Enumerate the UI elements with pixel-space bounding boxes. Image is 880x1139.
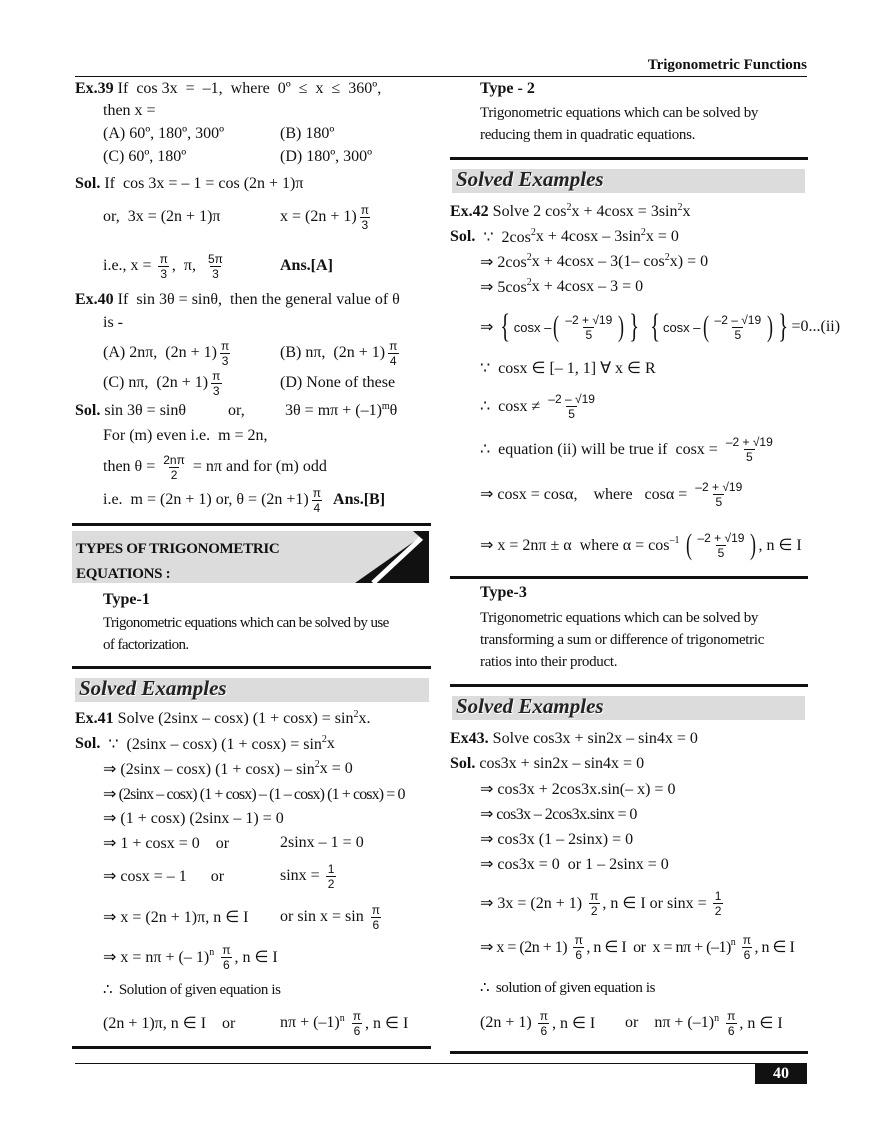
ex40-step	[103, 424, 268, 448]
math-text: x + 4cosx – 3sin	[535, 228, 641, 245]
ex43-answer	[625, 1008, 783, 1038]
ex42-step: ⇒ { cosx – ( $\frac{-2 + √19}{5}$ ) } { cosx – ( $\frac{-2 - √19}{5}$ ) } =0...(ii)	[480, 308, 841, 345]
math-text: ⇒ (1 + cosx) (2sinx – 1) = 0	[103, 810, 284, 827]
math-text: ⇒ cos3x = 0 or 1 – 2sinx = 0	[480, 856, 669, 873]
math-text: , n ∈ I or sinx =	[602, 895, 711, 912]
section-rule	[72, 523, 431, 526]
ex43-step	[480, 852, 669, 876]
fraction-denominator: 3	[212, 383, 220, 398]
math-text	[719, 1014, 723, 1032]
fraction	[741, 933, 753, 962]
fraction-numerator: π	[590, 888, 599, 903]
fraction-numerator: –2 – √19	[548, 391, 595, 406]
math-text: (D) None of these	[280, 374, 396, 391]
math-text: ⇒ (2sinx – cosx) (1 + cosx) – sin	[103, 761, 315, 778]
fraction	[573, 933, 585, 962]
ex39-option-b	[280, 122, 334, 146]
fraction	[326, 862, 337, 891]
fraction-numerator: –2 + √19	[697, 530, 745, 545]
superscript: n	[339, 1012, 345, 1024]
math-text: or sin x = sin	[280, 908, 368, 925]
section-rule	[450, 576, 808, 579]
ex40-option-d	[280, 371, 395, 395]
ex43-step	[480, 975, 655, 999]
math-text: or, 3x = (2n + 1)π	[103, 208, 221, 225]
fraction-numerator: π	[360, 202, 369, 217]
example-label: Ex.41	[75, 710, 114, 727]
superscript: 2	[664, 251, 670, 263]
math-text: i.e. m = (2n + 1) or, θ = (2n +1)	[103, 491, 309, 508]
type3-text: Trigonometric equations which can be solved by	[480, 609, 759, 626]
fraction	[158, 252, 170, 281]
math-text: x	[326, 735, 335, 752]
math-text: , n ∈ I	[754, 939, 795, 956]
ex39-step	[280, 202, 373, 232]
math-text: x + 4cosx – 3 = 0	[531, 278, 644, 295]
math-text: x	[682, 203, 691, 220]
fraction	[546, 392, 597, 421]
ex41-step	[103, 831, 229, 855]
fraction-denominator: 5	[585, 327, 593, 342]
type2-text: Trigonometric equations which can be solved by	[480, 104, 759, 121]
fraction-numerator: π	[574, 932, 583, 947]
fraction-denominator: 2	[170, 467, 178, 482]
ex39-question-cont	[103, 99, 156, 123]
math-text: (A) 60º, 180º, 300º	[103, 125, 225, 142]
math-text: ⇒ x = (2n + 1)π, n ∈ I	[103, 909, 249, 926]
math-text: ⇒ cos3x – 2cos3x.sinx = 0	[480, 806, 637, 823]
ex43-step	[480, 777, 675, 801]
ex41-step	[103, 864, 224, 888]
math-text: ∴ solution of given equation is	[480, 979, 656, 996]
ex42-solution	[450, 225, 679, 249]
math-text: (B) 180º	[280, 125, 335, 142]
math-text: ⇒ (2sinx – cosx) (1 + cosx) – (1 – cosx) (1 + cosx) = 0	[103, 786, 405, 803]
math-text: x = 0	[645, 228, 679, 245]
math-text: ⇒ cos3x + 2cos3x.sin(– x) = 0	[480, 781, 676, 798]
fraction	[206, 252, 225, 281]
math-text	[680, 536, 684, 554]
math-text: If cos 3x = – 1 = cos (2n + 1)π	[100, 175, 304, 192]
example-label: Ex.39	[75, 80, 114, 97]
math-text: ∴ equation (ii) will be true if cosx =	[480, 441, 722, 458]
ex40-solution	[285, 399, 397, 423]
ex41-step	[103, 782, 405, 806]
math-text: = nπ and for (m) odd	[188, 458, 327, 475]
example-label: Sol.	[450, 228, 476, 245]
ex42-step	[480, 434, 777, 464]
fraction-numerator: 1	[714, 888, 722, 903]
fraction-denominator: 5	[734, 327, 742, 342]
math-text: is -	[103, 314, 123, 331]
section-rule	[72, 666, 431, 669]
math-text: ⇒ cosx = – 1 or	[103, 868, 225, 885]
math-text: cosx –	[513, 319, 552, 335]
ex40-solution	[228, 399, 245, 423]
fraction-denominator: 2	[327, 876, 335, 891]
math-text: x) = 0	[669, 253, 709, 270]
fraction	[538, 1009, 550, 1038]
fraction-numerator: π	[742, 932, 751, 947]
fraction-denominator: 6	[372, 917, 380, 932]
ex41-answer	[103, 1011, 235, 1035]
superscript: n	[209, 946, 215, 958]
math-text: ⇒ 3x = (2n + 1)	[480, 895, 587, 912]
example-label: Ex.40	[75, 291, 114, 308]
fraction-denominator: 3	[221, 353, 229, 368]
math-text: (C) 60º, 180º	[103, 148, 187, 165]
fraction-denominator: 6	[727, 1023, 735, 1038]
math-text: , n ∈ I	[365, 1015, 409, 1032]
math-text: cosx –	[662, 319, 701, 335]
fraction-numerator: 1	[327, 861, 335, 876]
ex41-step	[280, 861, 338, 891]
math-text: ∴ Solution of given equation is	[103, 981, 281, 998]
fraction-denominator: 2	[714, 903, 722, 918]
fraction-denominator: 6	[222, 957, 230, 972]
fraction	[161, 453, 187, 482]
fraction-numerator: π	[159, 251, 168, 266]
math-text: (A) 2nπ, (2n + 1)	[103, 344, 217, 361]
fraction-numerator: –2 + √19	[695, 479, 743, 494]
math-text: x + 4cosx – 3(1– cos	[531, 253, 665, 270]
ex39-answer	[280, 254, 333, 278]
math-text: then x =	[103, 102, 156, 119]
ex42-step	[480, 250, 708, 274]
type2-title: Type - 2	[480, 80, 535, 97]
ex43-step	[480, 888, 725, 918]
fraction-denominator: 3	[212, 266, 219, 281]
math-text: ⇒	[480, 319, 498, 336]
math-text	[325, 491, 333, 509]
fraction-numerator: π	[352, 1008, 362, 1023]
superscript: 2	[526, 251, 532, 263]
fraction-denominator: 6	[353, 1023, 361, 1038]
math-text: , n ∈ I	[758, 537, 802, 554]
superscript: 2	[566, 201, 572, 213]
running-header: Trigonometric Functions	[647, 56, 807, 73]
math-text: 3θ = mπ + (–1)	[285, 402, 382, 419]
fraction-numerator: 2nπ	[163, 452, 185, 467]
fraction-numerator: –2 + √19	[565, 312, 613, 327]
ex41-question	[75, 707, 370, 731]
solved-examples-heading: Solved Examples	[456, 167, 604, 191]
math-text: then θ =	[103, 458, 160, 475]
ex39-solution	[75, 172, 303, 196]
fraction	[220, 943, 232, 972]
ex39-option-a	[103, 122, 224, 146]
fraction-numerator: π	[222, 942, 231, 957]
fraction-denominator: 5	[717, 545, 725, 560]
math-text: sinx =	[280, 867, 324, 884]
math-text: (C) nπ, (2n + 1)	[103, 374, 209, 391]
superscript: 2	[640, 226, 646, 238]
superscript: 2	[314, 758, 320, 770]
ex39-step	[103, 251, 227, 281]
fraction	[725, 1009, 737, 1038]
example-label: Ans.[B]	[333, 491, 386, 508]
ex42-step: ⇒ x = 2nπ ± α where α = cos $^{-1}$ ( $\frac{-2 + √19}{5}$ ) , n ∈ I	[480, 528, 802, 561]
math-text: , π,	[171, 257, 204, 274]
ex40-option-c	[103, 368, 224, 398]
fraction-numerator: π	[212, 368, 221, 383]
type1-title: Type-1	[103, 591, 150, 608]
superscript: 2	[677, 201, 683, 213]
ex40-question	[75, 288, 400, 312]
superscript: 2	[321, 733, 327, 745]
math-text: or nπ + (–1)	[625, 1014, 715, 1031]
math-text: =0...(ii)	[791, 318, 841, 335]
ex39-option-d	[280, 145, 372, 169]
type2-text: reducing them in quadratic equations.	[480, 126, 696, 143]
fraction	[713, 313, 764, 342]
fraction	[693, 480, 744, 509]
math-text: i.e., x =	[103, 257, 156, 274]
fraction-numerator: π	[220, 338, 230, 353]
math-text: nπ + (–1)	[280, 1014, 340, 1031]
ex42-step	[480, 275, 643, 299]
section-rule	[450, 1051, 808, 1054]
math-text: sin 3θ = sinθ	[100, 402, 187, 419]
fraction-numerator: 5π	[207, 251, 223, 266]
math-text: , n ∈ I	[739, 1015, 783, 1032]
type1-text: of factorization.	[103, 636, 189, 653]
fraction	[563, 313, 614, 342]
section-rule	[450, 684, 808, 687]
fraction-denominator: 4	[389, 353, 397, 368]
ex42-step	[480, 391, 599, 421]
type1-text: Trigonometric equations which can be solved by use	[103, 614, 389, 631]
ex41-step	[103, 942, 278, 972]
math-text	[735, 938, 739, 956]
math-text: 2sinx – 1 = 0	[280, 834, 364, 851]
math-text: x.	[358, 710, 371, 727]
fraction-numerator: π	[389, 338, 398, 353]
ex41-step	[103, 806, 284, 830]
superscript: n	[730, 936, 736, 948]
math-text	[214, 948, 218, 966]
ex43-step	[480, 932, 795, 962]
math-text: θ	[389, 402, 398, 419]
superscript: 2	[530, 226, 536, 238]
superscript: –1	[669, 534, 680, 546]
math-text: ⇒ x = (2n + 1)	[480, 939, 571, 956]
types-heading-line1: TYPES OF TRIGONOMETRIC	[76, 540, 280, 557]
math-text	[643, 318, 647, 336]
example-label: Sol.	[450, 755, 476, 772]
fraction	[696, 531, 747, 560]
example-label: Ex43.	[450, 730, 489, 747]
ex41-step	[280, 902, 384, 932]
ex41-step	[103, 905, 248, 929]
ex43-answer	[480, 1008, 596, 1038]
math-text: ⇒ x = nπ + (– 1)	[103, 949, 210, 966]
fraction	[359, 203, 371, 232]
example-label: Sol.	[75, 735, 101, 752]
math-text: If cos 3x = –1, where 0º ≤ x ≤ 360º,	[113, 80, 382, 97]
fraction	[713, 889, 724, 918]
fraction-numerator: –2 + √19	[725, 434, 773, 449]
math-text: or,	[228, 402, 245, 419]
ex42-step	[480, 479, 746, 509]
math-text: Solve (2sinx – cosx) (1 + cosx) = sin	[113, 710, 354, 727]
math-text: x + 4cosx = 3sin	[571, 203, 678, 220]
fraction-numerator: π	[371, 902, 380, 917]
fraction-denominator: 4	[313, 500, 321, 515]
example-label: Sol.	[75, 402, 101, 419]
math-text: ⇒ 2cos	[480, 254, 527, 271]
ex40-step	[103, 452, 327, 482]
fraction-denominator: 3	[160, 266, 168, 281]
math-text: ⇒ cosx = cosα, where cosα =	[480, 486, 692, 503]
fraction	[387, 339, 399, 368]
ex41-step	[103, 757, 353, 781]
page-number: 40	[755, 1063, 807, 1084]
fraction	[724, 435, 775, 464]
math-text: ∵ 2cos	[475, 229, 531, 246]
footer-rule	[75, 1063, 807, 1064]
math-text: ∵ (2sinx – cosx) (1 + cosx) = sin	[100, 736, 322, 753]
math-text: If sin 3θ = sinθ, then the general value of θ	[113, 291, 400, 308]
math-text: (2n + 1)	[480, 1014, 536, 1031]
ex43-question	[450, 727, 698, 751]
math-text: , n ∈ I	[234, 949, 278, 966]
fraction	[351, 1009, 363, 1038]
superscript: n	[714, 1012, 720, 1024]
math-text: Solve 2 cos	[488, 203, 567, 220]
ex40-option-b	[280, 338, 401, 368]
ex43-solution	[450, 752, 644, 776]
solved-examples-heading: Solved Examples	[79, 676, 227, 700]
fraction-denominator: 6	[743, 947, 750, 962]
ex40-option-a	[103, 338, 233, 368]
math-text: cos3x + sin2x – sin4x = 0	[475, 755, 645, 772]
fraction	[219, 339, 231, 368]
math-text: ⇒ 5cos	[480, 279, 527, 296]
math-text: x = (2n + 1)	[280, 208, 357, 225]
ex39-option-c	[103, 145, 186, 169]
example-label: Ans.[A]	[280, 257, 333, 274]
superscript: m	[381, 400, 390, 412]
math-text: ⇒ x = 2nπ ± α where α = cos	[480, 537, 670, 554]
fraction	[370, 903, 382, 932]
ex43-step	[480, 827, 633, 851]
example-label: Sol.	[75, 175, 101, 192]
fraction-numerator: –2 – √19	[714, 312, 762, 327]
superscript: 2	[353, 708, 359, 720]
ex39-step	[103, 205, 220, 229]
ex41-answer	[280, 1008, 409, 1038]
ex41-step	[103, 977, 281, 1001]
math-text	[345, 1014, 349, 1032]
types-heading-line2: EQUATIONS :	[76, 565, 171, 582]
ex42-step	[480, 356, 656, 380]
fraction-denominator: 2	[590, 903, 598, 918]
ex41-solution	[75, 732, 335, 756]
fraction-denominator: 5	[568, 406, 575, 421]
section-rule	[72, 1046, 431, 1049]
solved-examples-heading: Solved Examples	[456, 694, 604, 718]
fraction-denominator: 5	[715, 494, 723, 509]
example-label: Ex.42	[450, 203, 489, 220]
ex41-step	[280, 831, 364, 855]
ex39-question	[75, 77, 381, 101]
math-text: ⇒ 1 + cosx = 0 or	[103, 835, 230, 852]
math-text: , n ∈ I or x = nπ + (–1)	[586, 939, 731, 956]
fraction-denominator: 6	[540, 1023, 548, 1038]
corner-triangle-icon	[355, 531, 429, 583]
math-text: (2n + 1)π, n ∈ I or	[103, 1015, 236, 1032]
math-text: , n ∈ I	[551, 1015, 596, 1032]
fraction-denominator: 6	[575, 947, 582, 962]
ex40-question-cont	[103, 311, 123, 335]
section-rule	[450, 157, 808, 160]
ex43-step	[480, 802, 637, 826]
fraction-denominator: 5	[745, 449, 753, 464]
type3-title: Type-3	[480, 584, 527, 601]
fraction	[311, 486, 323, 515]
fraction	[588, 889, 600, 918]
math-text: (D) 180º, 300º	[280, 148, 373, 165]
math-text: ∵ cosx ∈ [– 1, 1] ∀ x ∈ R	[480, 360, 656, 377]
math-text: ⇒ cos3x (1 – 2sinx) = 0	[480, 831, 634, 848]
ex42-question	[450, 200, 691, 224]
ex40-solution	[75, 399, 186, 423]
fraction-numerator: π	[539, 1008, 548, 1023]
math-text: For (m) even i.e. m = 2n,	[103, 427, 268, 444]
superscript: 2	[526, 276, 532, 288]
type3-text: ratios into their product.	[480, 653, 618, 670]
math-text: (B) nπ, (2n + 1)	[280, 344, 386, 361]
type3-text: transforming a sum or difference of trigonometric	[480, 631, 765, 648]
ex40-step	[103, 485, 386, 515]
math-text: ∴ cosx ≠	[480, 398, 545, 415]
math-text: Solve cos3x + sin2x – sin4x = 0	[488, 730, 698, 747]
fraction-numerator: π	[312, 485, 322, 500]
fraction	[210, 369, 222, 398]
fraction-denominator: 3	[361, 217, 369, 232]
math-text: x = 0	[319, 760, 353, 777]
fraction-numerator: π	[727, 1008, 736, 1023]
